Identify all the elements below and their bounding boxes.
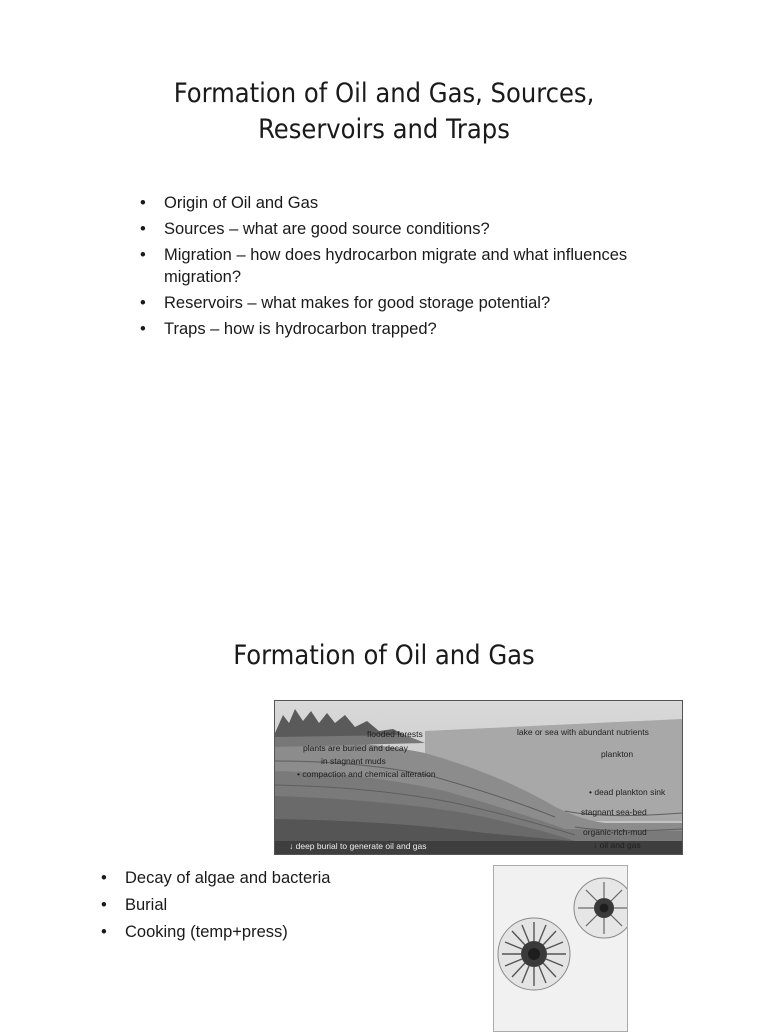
label-lake-or-sea: lake or sea with abundant nutrients — [517, 727, 649, 737]
bullet-traps: • Traps – how is hydrocarbon trapped? — [140, 318, 640, 340]
label-dead-plankton: • dead plankton sink — [589, 787, 666, 797]
plankton-micrograph-illustration — [494, 866, 627, 1031]
slide-1-title-line-2: Reservoirs and Traps — [258, 114, 510, 145]
bullet-origin: • Origin of Oil and Gas — [140, 192, 640, 214]
slide-2 — [0, 600, 768, 1024]
bullet-cooking: • Cooking (temp+press) — [101, 922, 341, 943]
plankton-micrograph — [493, 865, 628, 1032]
slide-2-title: Formation of Oil and Gas — [233, 640, 535, 671]
label-stagnant-seabed: stagnant sea-bed — [581, 807, 647, 817]
slide-1-title-line-1: Formation of Oil and Gas, Sources, — [173, 78, 595, 109]
label-plankton: plankton — [601, 749, 634, 759]
bullet-reservoirs: • Reservoirs – what makes for good storage potential? — [140, 292, 640, 314]
slide-1-title — [0, 76, 768, 148]
label-plants-buried: plants are buried and decay — [303, 743, 408, 753]
label-compaction: • compaction and chemical alteration — [297, 769, 436, 779]
label-organic-mud: organic-rich-mud — [583, 827, 647, 837]
bullet-decay: • Decay of algae and bacteria — [101, 868, 341, 889]
bullet-sources: • Sources – what are good source conditions? — [140, 218, 640, 240]
label-oil-and-gas: ↓ oil and gas — [593, 840, 641, 850]
label-flooded-forests: flooded forests — [367, 729, 423, 739]
label-stagnant-muds: in stagnant muds — [321, 756, 386, 766]
bullet-burial: • Burial — [101, 895, 341, 916]
slide-1-bullet-list — [140, 192, 640, 344]
bullet-migration: • Migration – how does hydrocarbon migrate and what influences migration? — [140, 244, 640, 288]
slide-2-bullet-list — [101, 868, 341, 949]
formation-diagram — [274, 700, 683, 855]
label-deep-burial: ↓ deep burial to generate oil and gas — [289, 841, 427, 851]
